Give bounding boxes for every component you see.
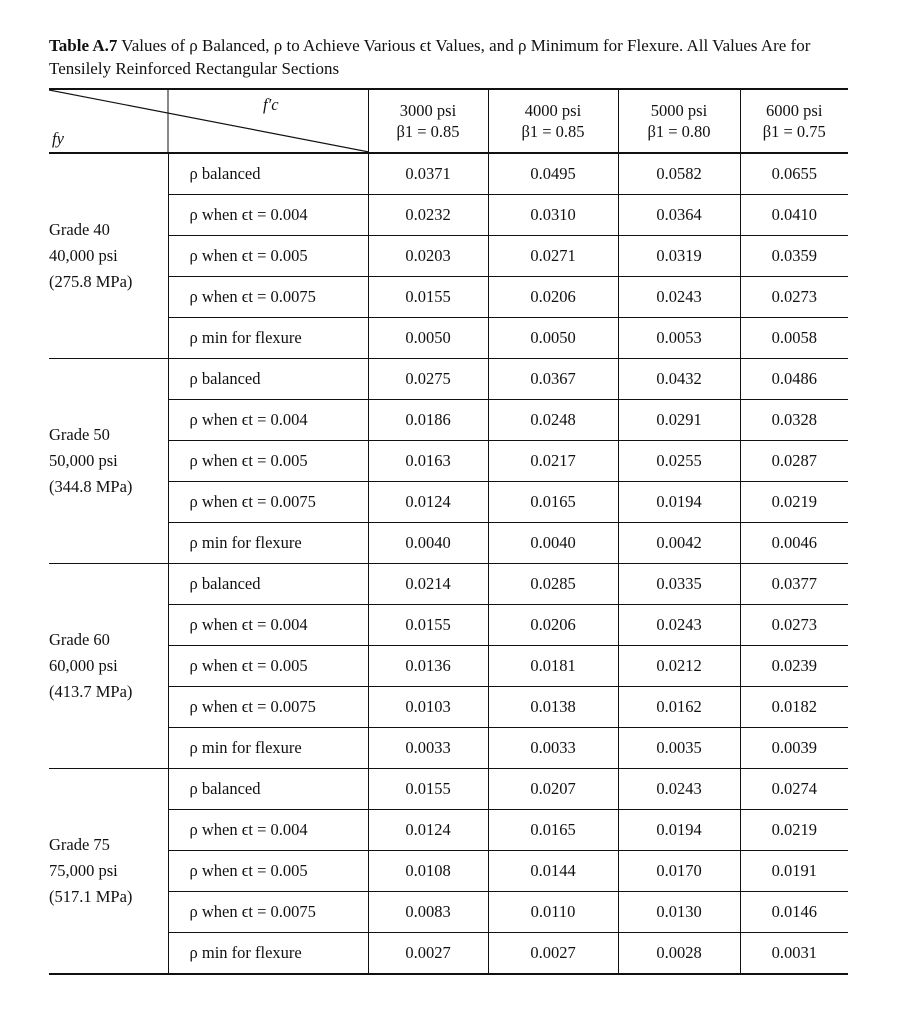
value-cell: 0.0273 [740, 277, 848, 318]
table-row [49, 646, 848, 687]
value-cell: 0.0103 [368, 687, 488, 728]
row-label: ρ when ϵt = 0.0075 [168, 687, 368, 728]
table-row [49, 195, 848, 236]
value-cell: 0.0033 [368, 728, 488, 769]
table-row [49, 153, 848, 195]
table-caption [49, 34, 859, 80]
table-row [49, 523, 848, 564]
row-label: ρ min for flexure [168, 318, 368, 359]
value-cell: 0.0144 [488, 851, 618, 892]
row-label: ρ when ϵt = 0.005 [168, 851, 368, 892]
table-row [49, 400, 848, 441]
value-cell: 0.0364 [618, 195, 740, 236]
value-cell: 0.0042 [618, 523, 740, 564]
value-cell: 0.0377 [740, 564, 848, 605]
value-cell: 0.0155 [368, 605, 488, 646]
table-row [49, 728, 848, 769]
value-cell: 0.0170 [618, 851, 740, 892]
header-row [49, 89, 848, 153]
value-cell: 0.0050 [488, 318, 618, 359]
value-cell: 0.0155 [368, 769, 488, 810]
value-cell: 0.0046 [740, 523, 848, 564]
value-cell: 0.0040 [488, 523, 618, 564]
value-cell: 0.0146 [740, 892, 848, 933]
table-row [49, 236, 848, 277]
value-cell: 0.0212 [618, 646, 740, 687]
grade-cell [49, 769, 168, 975]
value-cell: 0.0203 [368, 236, 488, 277]
value-cell: 0.0410 [740, 195, 848, 236]
column-beta: β1 = 0.75 [762, 122, 826, 141]
caption-text: Values of ρ Balanced, ρ to Achieve Various ϵt Values, and ρ Minimum for Flexure. All Values Are for Tensilely Reinforced Rectangular Sections [49, 36, 811, 78]
value-cell: 0.0155 [368, 277, 488, 318]
grade-mpa: (275.8 MPa) [49, 272, 133, 291]
value-cell: 0.0232 [368, 195, 488, 236]
value-cell: 0.0194 [618, 482, 740, 523]
grade-name: Grade 50 [49, 425, 110, 444]
table-body [49, 153, 848, 974]
value-cell: 0.0027 [368, 933, 488, 975]
value-cell: 0.0138 [488, 687, 618, 728]
value-cell: 0.0271 [488, 236, 618, 277]
row-label: ρ when ϵt = 0.005 [168, 441, 368, 482]
value-cell: 0.0163 [368, 441, 488, 482]
value-cell: 0.0214 [368, 564, 488, 605]
value-cell: 0.0255 [618, 441, 740, 482]
column-beta: β1 = 0.85 [521, 122, 585, 141]
diagonal-header-cell [49, 89, 368, 153]
value-cell: 0.0291 [618, 400, 740, 441]
value-cell: 0.0248 [488, 400, 618, 441]
column-psi: 3000 psi [399, 101, 457, 120]
row-label: ρ balanced [168, 153, 368, 195]
value-cell: 0.0275 [368, 359, 488, 400]
value-cell: 0.0031 [740, 933, 848, 975]
value-cell: 0.0359 [740, 236, 848, 277]
value-cell: 0.0486 [740, 359, 848, 400]
fc-label: f′c [263, 95, 279, 114]
column-header-5000 [618, 89, 740, 153]
value-cell: 0.0285 [488, 564, 618, 605]
value-cell: 0.0165 [488, 482, 618, 523]
grade-name: Grade 40 [49, 220, 110, 239]
value-cell: 0.0582 [618, 153, 740, 195]
grade-psi: 50,000 psi [49, 451, 118, 470]
value-cell: 0.0162 [618, 687, 740, 728]
grade-cell [49, 564, 168, 769]
grade-cell [49, 359, 168, 564]
value-cell: 0.0206 [488, 605, 618, 646]
value-cell: 0.0191 [740, 851, 848, 892]
value-cell: 0.0130 [618, 892, 740, 933]
value-cell: 0.0050 [368, 318, 488, 359]
value-cell: 0.0040 [368, 523, 488, 564]
value-cell: 0.0239 [740, 646, 848, 687]
table-row [49, 769, 848, 810]
row-label: ρ when ϵt = 0.005 [168, 236, 368, 277]
value-cell: 0.0207 [488, 769, 618, 810]
value-cell: 0.0027 [488, 933, 618, 975]
table-row [49, 482, 848, 523]
value-cell: 0.0243 [618, 277, 740, 318]
table-row [49, 277, 848, 318]
value-cell: 0.0273 [740, 605, 848, 646]
value-cell: 0.0287 [740, 441, 848, 482]
grade-mpa: (517.1 MPa) [49, 887, 133, 906]
value-cell: 0.0124 [368, 810, 488, 851]
row-label: ρ when ϵt = 0.004 [168, 195, 368, 236]
table-row [49, 687, 848, 728]
grade-mpa: (344.8 MPa) [49, 477, 133, 496]
grade-mpa: (413.7 MPa) [49, 682, 133, 701]
value-cell: 0.0124 [368, 482, 488, 523]
grade-name: Grade 75 [49, 835, 110, 854]
value-cell: 0.0655 [740, 153, 848, 195]
row-label: ρ when ϵt = 0.0075 [168, 482, 368, 523]
column-psi: 4000 psi [524, 101, 582, 120]
value-cell: 0.0217 [488, 441, 618, 482]
row-label: ρ min for flexure [168, 728, 368, 769]
column-header-3000 [368, 89, 488, 153]
row-label: ρ when ϵt = 0.0075 [168, 277, 368, 318]
table-row [49, 359, 848, 400]
fy-label: fy [52, 129, 64, 148]
table-row [49, 564, 848, 605]
value-cell: 0.0165 [488, 810, 618, 851]
row-label: ρ min for flexure [168, 933, 368, 975]
value-cell: 0.0206 [488, 277, 618, 318]
grade-psi: 40,000 psi [49, 246, 118, 265]
reinforcement-ratio-table [49, 88, 848, 975]
value-cell: 0.0028 [618, 933, 740, 975]
row-label: ρ balanced [168, 359, 368, 400]
column-psi: 5000 psi [650, 101, 708, 120]
value-cell: 0.0319 [618, 236, 740, 277]
value-cell: 0.0194 [618, 810, 740, 851]
value-cell: 0.0182 [740, 687, 848, 728]
value-cell: 0.0039 [740, 728, 848, 769]
grade-psi: 60,000 psi [49, 656, 118, 675]
grade-name: Grade 60 [49, 630, 110, 649]
table-row [49, 933, 848, 975]
value-cell: 0.0035 [618, 728, 740, 769]
table-row [49, 441, 848, 482]
column-header-4000 [488, 89, 618, 153]
table-row [49, 810, 848, 851]
column-beta: β1 = 0.80 [647, 122, 711, 141]
row-label: ρ when ϵt = 0.0075 [168, 892, 368, 933]
value-cell: 0.0495 [488, 153, 618, 195]
grade-cell [49, 153, 168, 359]
value-cell: 0.0053 [618, 318, 740, 359]
table-row [49, 318, 848, 359]
column-beta: β1 = 0.85 [396, 122, 460, 141]
grade-psi: 75,000 psi [49, 861, 118, 880]
value-cell: 0.0367 [488, 359, 618, 400]
column-psi: 6000 psi [766, 101, 823, 120]
value-cell: 0.0083 [368, 892, 488, 933]
table-row [49, 851, 848, 892]
value-cell: 0.0110 [488, 892, 618, 933]
value-cell: 0.0371 [368, 153, 488, 195]
value-cell: 0.0243 [618, 605, 740, 646]
value-cell: 0.0274 [740, 769, 848, 810]
value-cell: 0.0033 [488, 728, 618, 769]
table-row [49, 892, 848, 933]
value-cell: 0.0058 [740, 318, 848, 359]
row-label: ρ balanced [168, 564, 368, 605]
row-label: ρ when ϵt = 0.004 [168, 810, 368, 851]
value-cell: 0.0310 [488, 195, 618, 236]
column-header-6000 [740, 89, 848, 153]
value-cell: 0.0335 [618, 564, 740, 605]
value-cell: 0.0432 [618, 359, 740, 400]
value-cell: 0.0243 [618, 769, 740, 810]
value-cell: 0.0219 [740, 810, 848, 851]
table-row [49, 605, 848, 646]
value-cell: 0.0219 [740, 482, 848, 523]
value-cell: 0.0328 [740, 400, 848, 441]
row-label: ρ when ϵt = 0.004 [168, 400, 368, 441]
diagonal-divider-line [49, 90, 369, 152]
value-cell: 0.0181 [488, 646, 618, 687]
row-label: ρ when ϵt = 0.005 [168, 646, 368, 687]
row-label: ρ balanced [168, 769, 368, 810]
caption-label: Table A.7 [49, 36, 118, 55]
row-label: ρ min for flexure [168, 523, 368, 564]
value-cell: 0.0186 [368, 400, 488, 441]
value-cell: 0.0108 [368, 851, 488, 892]
row-label: ρ when ϵt = 0.004 [168, 605, 368, 646]
value-cell: 0.0136 [368, 646, 488, 687]
